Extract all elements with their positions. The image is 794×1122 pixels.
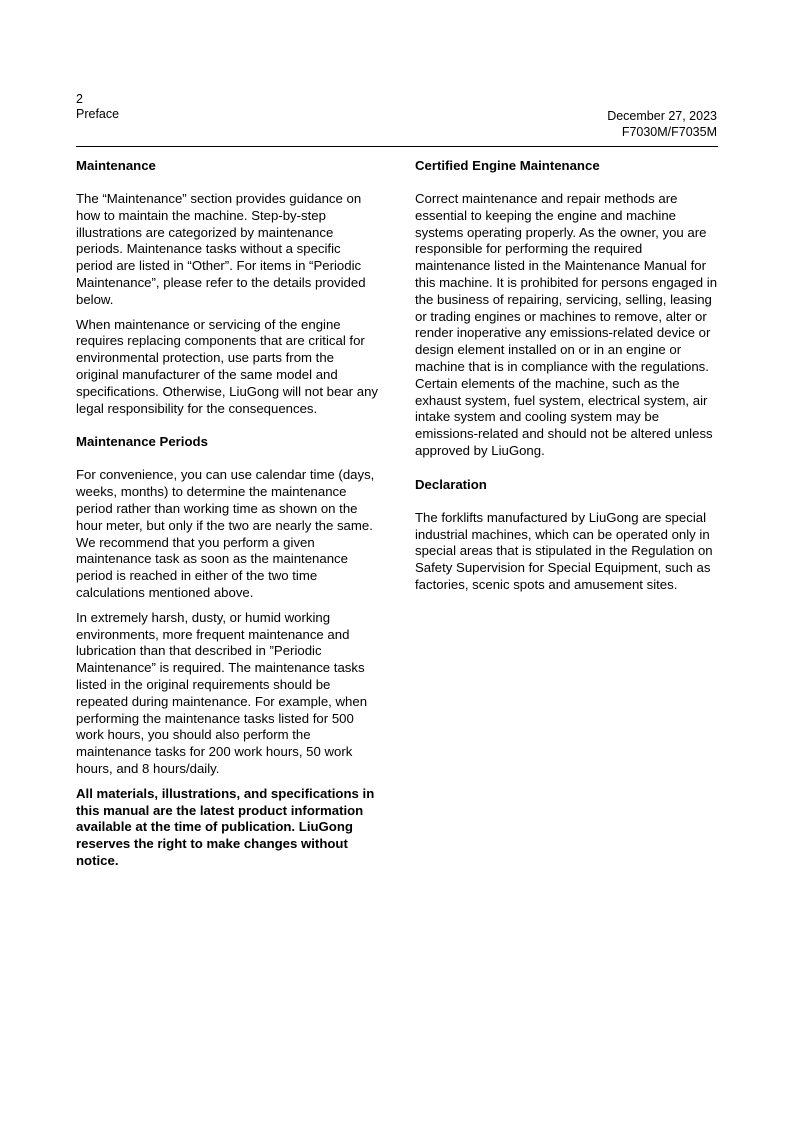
declaration-heading: Declaration [415, 476, 487, 492]
declaration-paragraph: The forklifts manufactured by LiuGong are special industrial machines, which can be operated only in special areas that is stipulated in the Regulation on Safety Supervision for Special Equipment, such as factories, scenic spots and amusement sites. [415, 509, 713, 592]
certified-engine-section [415, 157, 720, 460]
certified-engine-paragraph: Correct maintenance and repair methods are essential to keeping the engine and machine systems operating properly. As the owner, you are responsible for performing the required maintenance listed in the Maintenance Manual for this machine. It is prohibited for persons engaged in the business of repairing, servicing, selling, leasing or trading engines or machines to remove, alter or render inoperative any emissions-related device or design element installed on or in an engine or machine that is in compliance with the regulations. Certain elements of the machine, such as the exhaust system, fuel system, electrical system, air intake system and cooling system may be emissions-related and should not be altered unless approved by LiuGong. [415, 191, 718, 458]
publication-date: December 27, 2023 [607, 109, 717, 123]
maintenance-paragraph-2: When maintenance or servicing of the engine requires replacing components that are critical for environmental protection, use parts from the original manufacturer of the same model and specifications. Otherwise, LiuGong will not bear any legal responsibility for the consequences. [76, 316, 378, 416]
maintenance-heading: Maintenance [76, 158, 156, 173]
maintenance-periods-heading: Maintenance Periods [76, 434, 208, 450]
disclaimer-note: All materials, illustrations, and specifications in this manual are the latest product information available at the time of publication. LiuGong reserves the right to make changes without notice. [76, 785, 375, 868]
page-header-left [76, 92, 119, 122]
certified-engine-heading: Certified Engine Maintenance [415, 158, 600, 173]
section-name: Preface [76, 107, 120, 121]
page-header-right [607, 108, 717, 140]
right-column [415, 157, 720, 602]
page-number: 2 [76, 92, 83, 106]
maintenance-periods-paragraph-2: In extremely harsh, dusty, or humid working environments, more frequent maintenance and lubrication than that described in ”Periodic Maintenance” is required. The maintenance tasks listed in the original requirements should be repeated during maintenance. For example, when performing the maintenance tasks listed for 500 work hours, you should also perform the maintenance tasks for 200 work hours, 50 work hours, and 8 hours/daily. [76, 609, 368, 776]
model-number: F7030M/F7035M [621, 125, 717, 139]
maintenance-paragraph-1: The “Maintenance” section provides guidance on how to maintain the machine. Step-by-step illustrations are categorized by maintenance periods. Maintenance tasks without a specific period are listed in “Other”. For items in “Periodic Maintenance”, please refer to the details provided below. [76, 191, 366, 307]
header-divider [76, 146, 718, 147]
left-column [76, 157, 378, 878]
maintenance-periods-section [76, 433, 378, 869]
maintenance-periods-paragraph-1: For convenience, you can use calendar time (days, weeks, months) to determine the maintenance period rather than working time as shown on the hour meter, but only if the two are nearly the same. We recommend that you perform a given maintenance task as soon as the maintenance period is reached in either of the two time calculations mentioned above. [76, 467, 375, 600]
declaration-section [415, 476, 720, 594]
maintenance-section [76, 157, 378, 417]
